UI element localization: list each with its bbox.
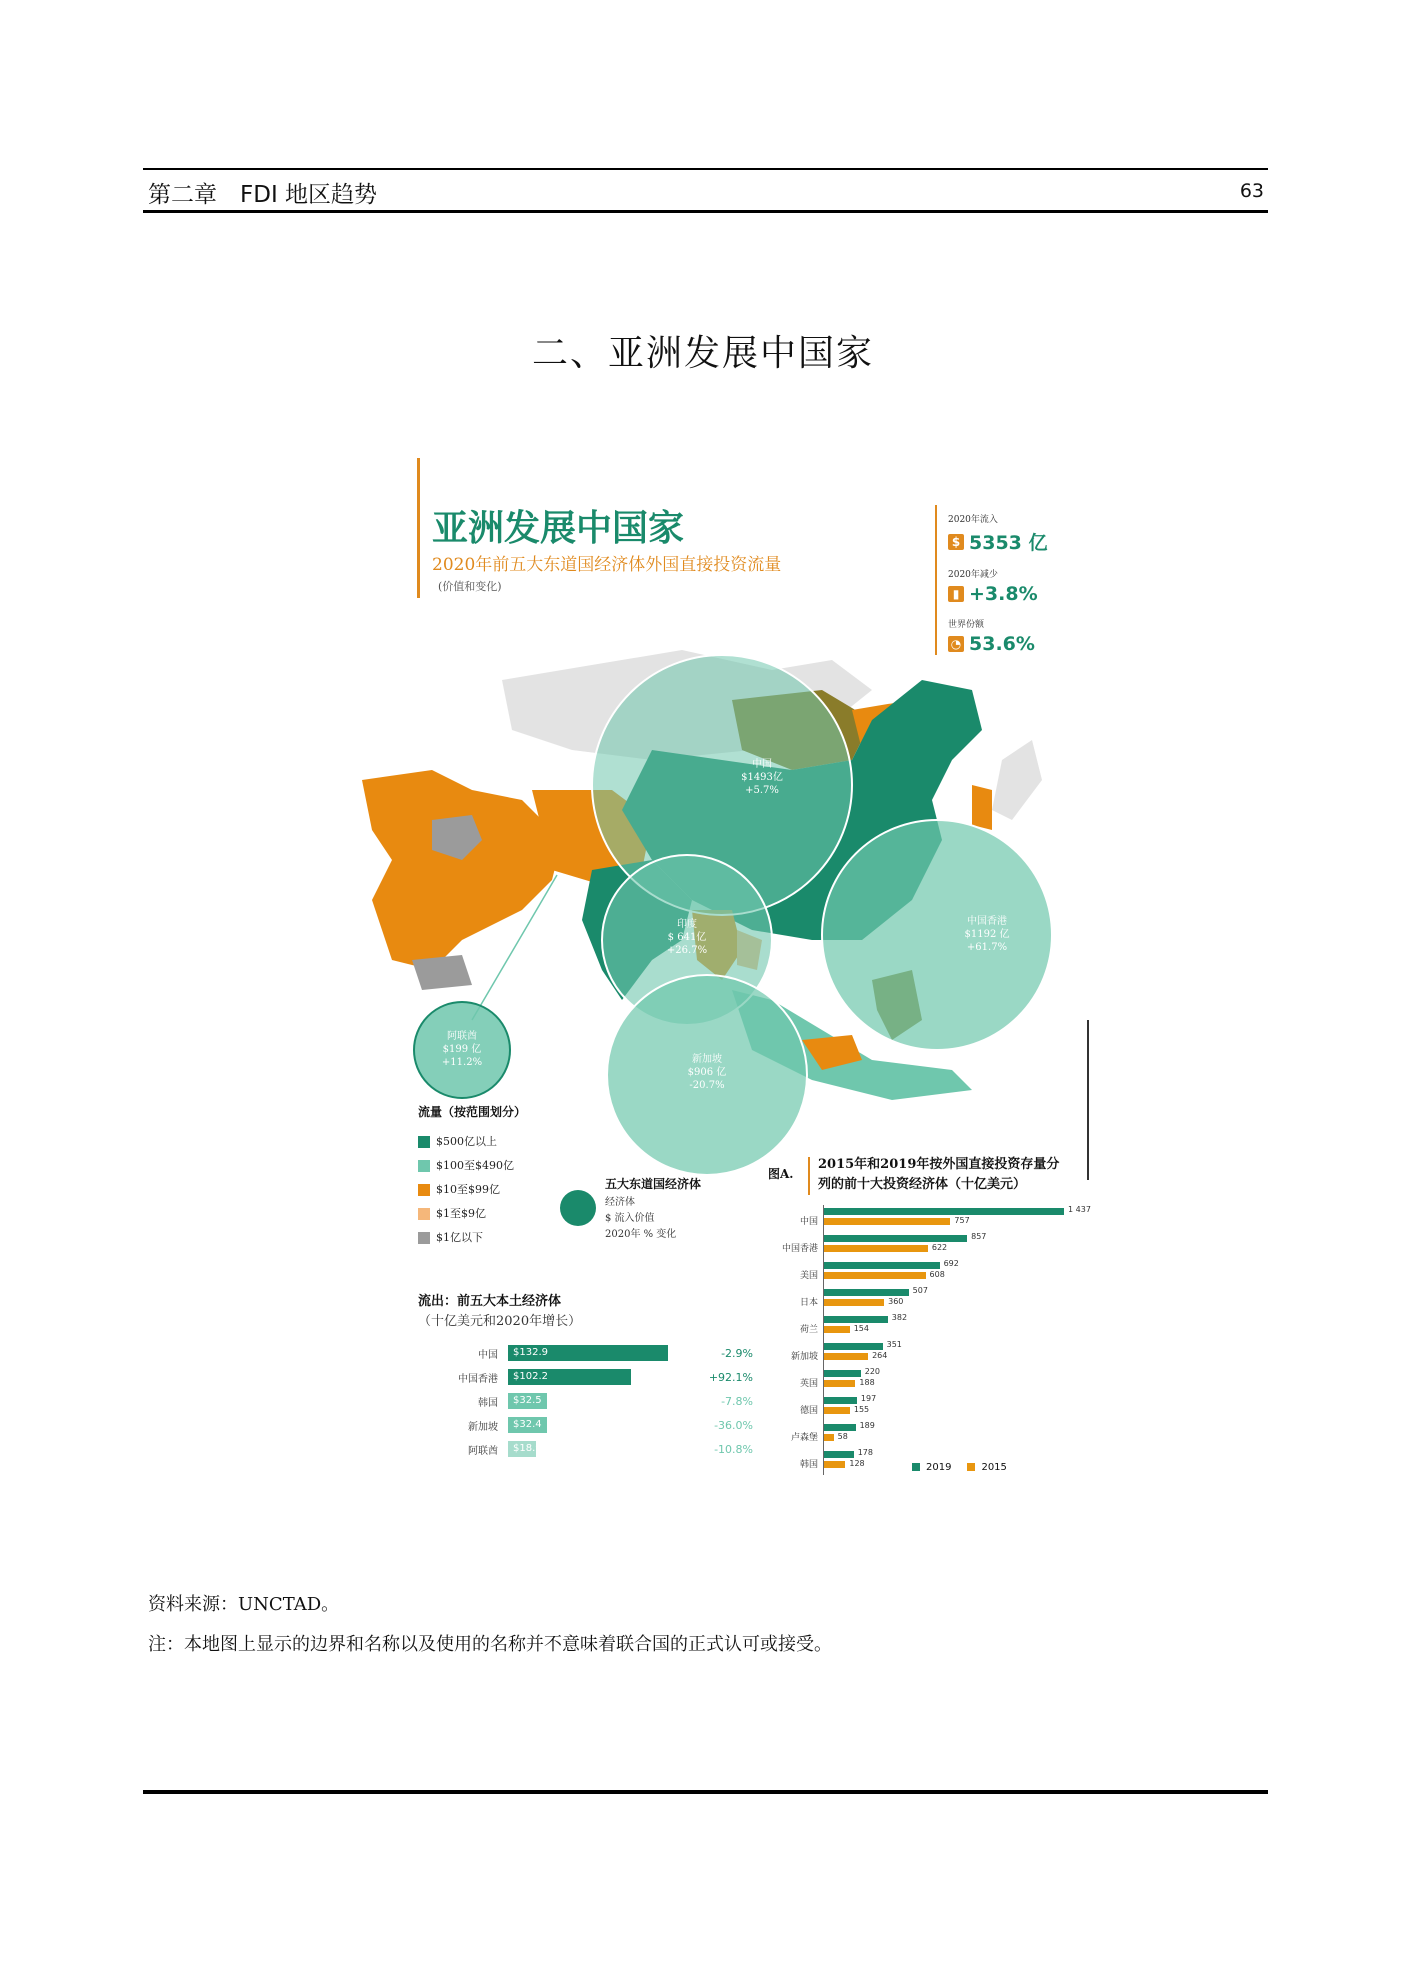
legend-swatch <box>418 1232 430 1244</box>
figure-a-value-2019: 382 <box>891 1313 908 1322</box>
bubble-legend-title: 五大东道国经济体 <box>605 1177 702 1191</box>
outflow-label: 韩国 <box>478 1397 498 1409</box>
bubble-legend-line: 经济体 <box>605 1197 635 1208</box>
outflow-label: 新加坡 <box>468 1421 498 1433</box>
stat-label: 2020年流入 <box>948 515 998 525</box>
outflow-growth: -10.8% <box>714 1442 753 1456</box>
bubble-name: 印度 <box>677 919 697 930</box>
outflow-bar: $32.4 <box>508 1417 547 1433</box>
header-bottom-rule <box>143 210 1268 213</box>
bubble-value: $199 亿 <box>442 1044 482 1055</box>
bubble-value: $906 亿 <box>687 1067 727 1078</box>
figure-a-value-2019: 857 <box>971 1232 987 1241</box>
figure-a-bar-2019 <box>824 1424 856 1431</box>
figure-a-bar-2015 <box>824 1272 926 1279</box>
figure-a-bar-2015 <box>824 1245 928 1252</box>
map-region-grey-3 <box>412 955 472 990</box>
figure-a-bar-2019 <box>824 1451 854 1458</box>
figure-a-category-label: 日本 <box>799 1298 818 1308</box>
stat-value: 53.6% <box>969 633 1035 655</box>
stats-panel <box>948 512 1048 655</box>
legend-swatch <box>418 1184 430 1196</box>
bubble-legend-line: 2020年 % 变化 <box>605 1229 677 1240</box>
bubble-name: 中国 <box>752 759 772 770</box>
stat-value: 5353 亿 <box>969 532 1048 554</box>
chapter-title: 第二章 FDI 地区趋势 <box>148 182 378 208</box>
source-note: 资料来源：UNCTAD。 <box>148 1594 340 1615</box>
bubble-label-singapore <box>657 1053 757 1092</box>
figure-a-value-2019: 351 <box>886 1340 902 1349</box>
legend-title: 流量（按范围划分） <box>418 1105 527 1119</box>
stat-label: 2020年减少 <box>948 570 998 580</box>
outflow-label: 中国 <box>478 1349 498 1361</box>
legend-label: $100至$490亿 <box>436 1159 514 1172</box>
map-region-japan <box>992 740 1042 820</box>
figure-a-value-2015: 757 <box>954 1216 970 1225</box>
outflow-label: 阿联酋 <box>468 1445 498 1457</box>
bubble-label-china <box>712 758 812 797</box>
title-accent-bar <box>417 458 420 598</box>
figure-a-bar-2015 <box>824 1218 950 1225</box>
figure-a-bar-2015 <box>824 1407 850 1414</box>
infographic-subtitle-note: (价值和变化) <box>438 580 502 593</box>
figure-a-value-2015: 58 <box>837 1432 848 1441</box>
outflow-row <box>428 1393 753 1409</box>
legend-item <box>418 1154 514 1178</box>
bubble-legend-lines <box>605 1195 676 1243</box>
bubble-change: +26.7% <box>666 945 708 956</box>
bubble-name: 新加坡 <box>692 1054 722 1065</box>
legend-label: $1至$9亿 <box>436 1207 486 1220</box>
figure-a-category-label: 中国 <box>799 1217 818 1227</box>
figure-a-accent-bar <box>808 1157 810 1195</box>
figure-a-value-2019: 1 437 <box>1068 1205 1091 1214</box>
figure-a-category-label: 卢森堡 <box>790 1433 818 1443</box>
stat-label: 世界份额 <box>948 620 985 630</box>
figure-a-title-line: 2015年和2019年按外国直接投资存量分 <box>818 1157 1060 1172</box>
legend-label: 2019 <box>926 1462 952 1473</box>
figure-a-value-2019: 189 <box>859 1421 875 1430</box>
outflow-bar: $18.9 <box>508 1441 536 1457</box>
page-number: 63 <box>1239 180 1264 202</box>
bubble-legend-line: $ 流入价值 <box>605 1213 655 1224</box>
figure-a-category-label: 新加坡 <box>790 1352 818 1362</box>
figure-a-bar-2015 <box>824 1299 884 1306</box>
legend-swatch <box>912 1463 920 1471</box>
outflow-row <box>428 1417 753 1433</box>
figure-a-title-line: 列的前十大投资经济体（十亿美元） <box>818 1177 1027 1192</box>
bubble-legend-circle <box>560 1190 596 1226</box>
legend-item <box>418 1130 514 1154</box>
figure-a-value-2015: 155 <box>853 1405 870 1414</box>
figure-a-bar-2019 <box>824 1208 1064 1215</box>
bubble-change: +5.7% <box>745 785 779 796</box>
figure-a-value-2015: 188 <box>859 1378 875 1387</box>
figure-a-bar-2019 <box>824 1397 857 1404</box>
legend-label: 2015 <box>981 1462 1007 1473</box>
legend-item <box>418 1226 514 1250</box>
legend-swatch <box>418 1208 430 1220</box>
stat-change <box>948 567 1048 605</box>
figure-a-category-label: 荷兰 <box>799 1325 818 1335</box>
header-top-rule <box>143 168 1268 170</box>
figure-a-bar-2019 <box>824 1235 967 1242</box>
bubble-label-hongkong <box>937 915 1037 954</box>
section-title: 二、亚洲发展中国家 <box>531 333 874 374</box>
legend-item <box>418 1178 514 1202</box>
flow-legend <box>418 1130 514 1250</box>
legend-swatch <box>418 1160 430 1172</box>
outflow-bar: $32.5 <box>508 1393 547 1409</box>
figure-a-axis <box>823 1205 824 1475</box>
outflow-growth: -36.0% <box>714 1418 753 1432</box>
map-frame-rule <box>1087 1020 1089 1180</box>
figure-a-bar-2019 <box>824 1262 940 1269</box>
outflow-row <box>428 1441 753 1457</box>
figure-a-label: 图A. <box>768 1167 794 1181</box>
legend-swatch <box>418 1136 430 1148</box>
figure-a-category-label: 德国 <box>799 1406 818 1416</box>
bubble-label-uae <box>412 1030 512 1069</box>
footer-rule <box>143 1790 1268 1794</box>
figure-a-value-2015: 608 <box>929 1270 945 1279</box>
bubble-name: 阿联酋 <box>447 1031 477 1042</box>
figure-a-category-label: 韩国 <box>799 1460 818 1470</box>
map-region-korea <box>972 785 992 830</box>
figure-a-value-2015: 622 <box>931 1243 948 1252</box>
bubble-value: $1192 亿 <box>964 929 1010 940</box>
figure-a-bar-2015 <box>824 1380 855 1387</box>
legend-item <box>967 1462 1006 1473</box>
figure-a-value-2019: 692 <box>943 1259 959 1268</box>
outflow-bar: $102.2 <box>508 1369 631 1385</box>
figure-a-value-2015: 264 <box>872 1351 888 1360</box>
bar-chart-icon: ▮ <box>948 586 964 602</box>
outflow-growth: +92.1% <box>708 1370 753 1384</box>
stat-inflow <box>948 512 1048 555</box>
figure-a-bar-2015 <box>824 1326 850 1333</box>
figure-a-bar-2019 <box>824 1316 888 1323</box>
bubble-value: $1493亿 <box>741 772 783 783</box>
bubble-value: $ 641亿 <box>667 932 707 943</box>
figure-a-bar-2015 <box>824 1461 845 1468</box>
figure-a-value-2019: 197 <box>860 1394 877 1403</box>
figure-a-value-2015: 154 <box>853 1324 869 1333</box>
figure-a-category-label: 中国香港 <box>781 1244 818 1254</box>
figure-a-category-label: 英国 <box>799 1379 818 1389</box>
bubble-label-india <box>637 918 737 957</box>
outflow-growth: -2.9% <box>721 1346 753 1360</box>
figure-a-legend <box>912 1462 1007 1473</box>
outflow-row <box>428 1369 753 1385</box>
legend-item <box>418 1202 514 1226</box>
figure-a-bar-2015 <box>824 1434 834 1441</box>
map-region-middle-east <box>362 770 562 970</box>
bubble-change: +61.7% <box>966 942 1008 953</box>
bubble-change: +11.2% <box>441 1057 483 1068</box>
figure-a-bar-2019 <box>824 1343 883 1350</box>
figure-a-value-2015: 128 <box>849 1459 865 1468</box>
figure-a-category-label: 美国 <box>799 1271 818 1281</box>
outflow-growth: -7.8% <box>721 1394 753 1408</box>
outflow-label: 中国香港 <box>458 1373 498 1385</box>
figure-a-value-2019: 220 <box>864 1367 881 1376</box>
figure-a-bar-2019 <box>824 1370 861 1377</box>
figure-a-chart <box>768 1205 1108 1488</box>
outflows-title: 流出：前五大本土经济体 <box>418 1294 562 1309</box>
stats-accent-bar <box>935 505 937 655</box>
infographic-subtitle: 2020年前五大东道国经济体外国直接投资流量 <box>432 555 782 575</box>
figure-a-value-2015: 360 <box>888 1297 904 1306</box>
legend-label: $500亿以上 <box>436 1135 497 1148</box>
figure-a-value-2019: 507 <box>912 1286 928 1295</box>
outflow-bar: $132.9 <box>508 1345 668 1361</box>
bubble-change: -20.7% <box>689 1080 725 1091</box>
legend-label: $1亿以下 <box>436 1231 483 1244</box>
bubble-name: 中国香港 <box>967 916 1007 927</box>
legend-item <box>912 1462 951 1473</box>
stat-value: +3.8% <box>969 583 1038 605</box>
legend-label: $10至$99亿 <box>436 1183 500 1196</box>
figure-a-bar-2015 <box>824 1353 868 1360</box>
outflow-row <box>428 1345 753 1361</box>
dollar-icon: $ <box>948 534 964 550</box>
pie-icon: ◔ <box>948 636 964 652</box>
figure-a-value-2019: 178 <box>857 1448 873 1457</box>
outflows-subtitle: （十亿美元和2020年增长） <box>418 1314 582 1329</box>
figure-a-title <box>818 1155 1059 1195</box>
infographic-title: 亚洲发展中国家 <box>432 507 685 549</box>
figure-a-bar-2019 <box>824 1289 909 1296</box>
legend-swatch <box>967 1463 975 1471</box>
disclaimer-note: 注：本地图上显示的边界和名称以及使用的名称并不意味着联合国的正式认可或接受。 <box>148 1634 832 1655</box>
